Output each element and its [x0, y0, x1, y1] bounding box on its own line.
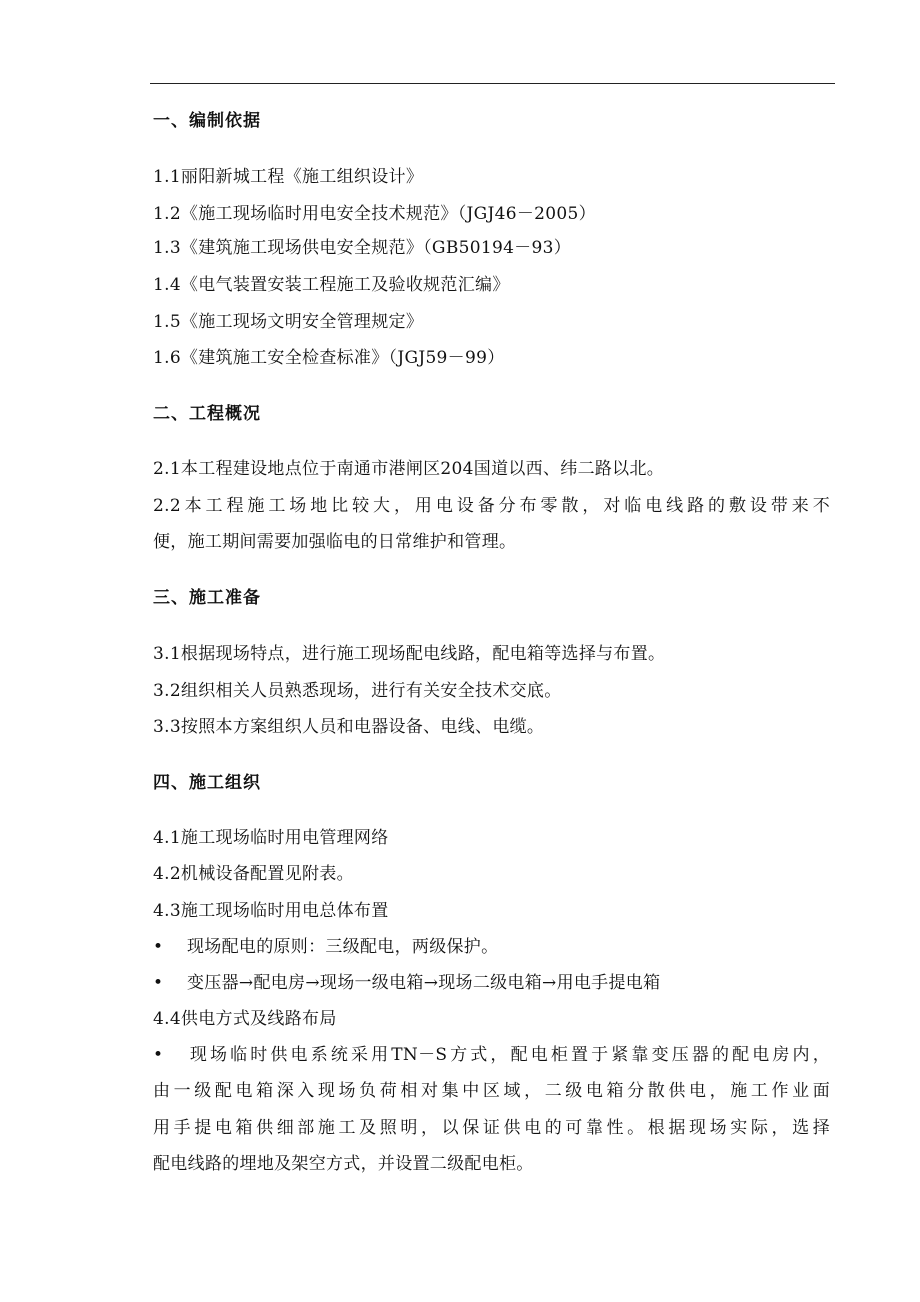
bullet-marker: • — [153, 937, 164, 957]
list-item: 1.2《施工现场临时用电安全技术规范》（JGJ46－2005） — [153, 204, 596, 224]
paragraph-line: 配电线路的埋地及架空方式，并设置二级配电柜。 — [153, 1154, 534, 1174]
list-item: 1.4《电气装置安装工程施工及验收规范汇编》 — [153, 275, 510, 295]
list-item: 4.1施工现场临时用电管理网络 — [153, 828, 389, 848]
paragraph-line: 2.2本工程施工场地比较大，用电设备分布零散，对临电线路的敷设带来不 — [153, 496, 830, 516]
section-heading-4: 四、施工组织 — [153, 773, 261, 793]
paragraph-line: 便，施工期间需要加强临电的日常维护和管理。 — [153, 532, 517, 552]
list-item: 2.1本工程建设地点位于南通市港闸区204国道以西、纬二路以北。 — [153, 459, 665, 479]
bullet-text: 现场配电的原则：三级配电，两级保护。 — [187, 937, 499, 957]
list-item: 1.6《建筑施工安全检查标准》（JGJ59－99） — [153, 348, 505, 368]
bullet-item — [153, 935, 498, 959]
section-heading-3: 三、施工准备 — [153, 588, 261, 608]
bullet-text: 变压器→配电房→现场一级电箱→现场二级电箱→用电手提电箱 — [187, 973, 661, 993]
list-item: 3.3按照本方案组织人员和电器设备、电线、电缆。 — [153, 717, 545, 737]
section-heading-2: 二、工程概况 — [153, 404, 261, 424]
list-item: 4.2机械设备配置见附表。 — [153, 864, 354, 884]
list-item: 3.2组织相关人员熟悉现场，进行有关安全技术交底。 — [153, 681, 562, 701]
list-item: 4.3施工现场临时用电总体布置 — [153, 901, 389, 921]
paragraph-line: 用手提电箱供细部施工及照明，以保证供电的可靠性。根据现场实际，选择 — [153, 1118, 830, 1138]
header-rule — [150, 83, 835, 84]
bullet-item — [153, 971, 660, 995]
paragraph-line: 由一级配电箱深入现场负荷相对集中区域，二级电箱分散供电，施工作业面 — [153, 1081, 830, 1101]
list-item: 1.1丽阳新城工程《施工组织设计》 — [153, 167, 424, 187]
list-item: 3.1根据现场特点，进行施工现场配电线路，配电箱等选择与布置。 — [153, 644, 666, 664]
paragraph-line — [153, 1043, 830, 1067]
bullet-text: 现场临时供电系统采用TN－S方式，配电柜置于紧靠变压器的配电房内， — [187, 1045, 830, 1065]
list-item: 1.5《施工现场文明安全管理规定》 — [153, 312, 424, 332]
bullet-marker: • — [153, 1045, 164, 1065]
list-item: 4.4供电方式及线路布局 — [153, 1009, 337, 1029]
section-heading-1: 一、编制依据 — [153, 111, 261, 131]
list-item: 1.3《建筑施工现场供电安全规范》（GB50194－93） — [153, 238, 572, 258]
bullet-marker: • — [153, 973, 164, 993]
